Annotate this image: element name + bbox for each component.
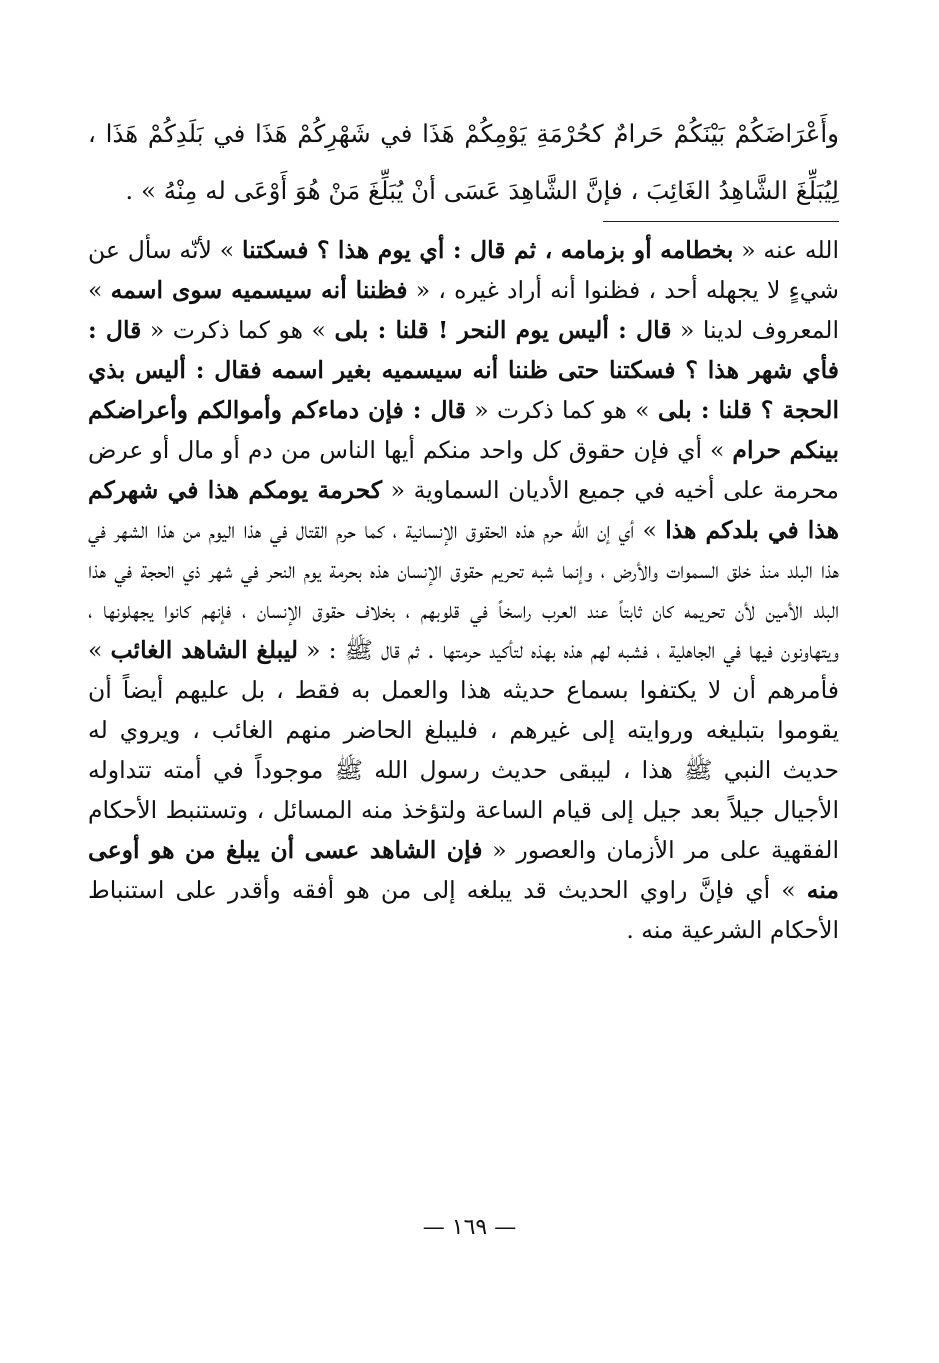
commentary-text: » المعروف لدينا « [88,276,839,344]
quoted-hadith-text: قال : فأي شهر هذا ؟ فسكتنا حتى ظننا أنه سيسميه بغير اسمه فقال : أليس بذي الحجة ؟ قلنا : بلى [88,316,839,424]
commentary-text: » هو كما ذكرت « [465,396,658,424]
hadith-paragraph: وأَعْرَاضَكُمْ بَيْنَكُمْ حَرامٌ كحُرْمَةِ يَوْمِكُمْ هَذَا في شَهْرِكُمْ هَذَا في بَلَدِكُمْ هَذَا ، لِيُبَلِّغَ الشَّاهِدُ الغَائِبَ ، فإنَّ الشَّاهِدَ عَسَى أنْ يُبَلِّغَ مَنْ هُوَ أَوْعَى له مِنْهُ » . [88,119,839,205]
commentary-text: » أي فإنَّ راوي الحديث قد يبلغه إلى من هو أفقه وأقدر على استنباط الأحكام الشرعية منه . [88,876,839,944]
page-number: — ١٦٩ — [422,1215,517,1240]
commentary-block [88,230,839,950]
quoted-hadith-text: فإن الشاهد عسى أن يبلغ من هو أوعى منه [88,836,839,904]
commentary-text: » فأمرهم أن لا يكتفوا بسماع حديثه هذا والعمل به فقط ، بل عليهم أيضاً أن يقوموا بتبليغه وروايته إلى غيرهم ، فليبلغ الحاضر منهم الغائب ، ويروي له حديث النبي ﷺ هذا ، ليبقى حديث رسول الله ﷺ موجوداً في أمته تتداوله الأجيال جيلاً بعد جيل إلى قيام الساعة ولتؤخذ منه المسائل ، وتستنبط الأحكام الفقهية على مر الأزمان والعصور « [88,636,839,864]
quoted-hadith-text: قال : أليس يوم النحر ! قلنا : بلى [334,316,672,344]
commentary-text: الله عنه « [733,236,839,264]
commentary-text: » هو كما ذكرت « [141,316,335,344]
quoted-hadith-text: فظننا أنه سيسميه سوى اسمه [110,276,408,304]
quoted-hadith-text: قال : فإن دماءكم وأموالكم وأعراضكم بينكم حرام [88,396,839,464]
hadith-text-block [88,105,839,219]
commentary-text: » لأنّه سأل عن شيءٍ لا يجهله أحد ، فظنوا أنه أراد غيره ، « [88,236,839,304]
commentary-text: » أي إن الله حرم هذه الحقوق الإنسانية ، كما حرم القتال في هذا اليوم من هذا الشهر في هذا البلد منذ خلق السموات والأرض ، وإنما شبه تحريم حقوق الإنسان هذه بحرمة يوم النحر في شهر ذي الحجة في هذا البلد الأمين لأن تحريمه كان ثابتاً عند العرب راسخاً في قلوبهم ، بخلاف حقوق الإنسان ، فإنهم كانوا يجهلونها ، ويتهاونون فيها في الجاهلية ، فشبه لهم هذه بهذه لتأكيد حرمتها . ثم قال ﷺ : « [88,516,839,664]
commentary-text: » أي فإن حقوق كل واحد منكم أيها الناس من دم أو مال أو عرض محرمة على أخيه في جميع الأديان السماوية « [88,436,839,504]
book-page [88,105,839,1323]
quoted-hadith-text: ليبلغ الشاهد الغائب [110,636,299,664]
commentary-paragraph [88,230,839,950]
quoted-hadith-text: كحرمة يومكم هذا في شهركم هذا في بلدكم هذا [88,476,839,544]
section-divider [603,221,839,222]
quoted-hadith-text: بخطامه أو بزمامه ، ثم قال : أي يوم هذا ؟ فسكتنا [241,236,734,264]
